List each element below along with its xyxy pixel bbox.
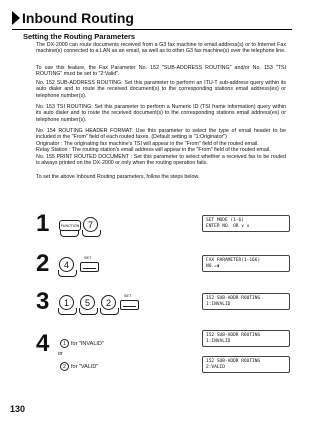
set-key [120, 300, 139, 310]
lcd-step-3 [202, 293, 290, 310]
step-4-number: 4 [36, 330, 50, 357]
function-key-base [60, 230, 79, 237]
intro-paragraph: The DX-2000 can route documents received from a G3 fax machine to email address(s) or to Internet Fax machine(s) connected to a LAN as an email, as well as to other G3 fax machine(s) over the telephone line. [36, 42, 286, 55]
page-title: Inbound Routing [22, 10, 134, 26]
paragraph-154: No. 154 ROUTING HEADER FORMAT: Use this parameter to select the type of email header to be included in the "From" field of each routed faxes. (Default setting is "1:Originator") Originator : The originating fax machine's TSI will appear in the "From" field of the routed email. Relay Station : The routing station's email address will appear in the "From" field of the routed email. [36, 128, 286, 154]
lcd-line-1: 152 SUB-ADDR ROUTING [206, 296, 261, 301]
option-invalid [60, 339, 104, 348]
key-5-base [79, 308, 98, 315]
lcd-line-2: 1:INVALID [206, 302, 231, 307]
key-5: 5 [80, 295, 95, 310]
key-1-circle: 1 [60, 339, 69, 348]
lcd-step-2 [202, 255, 290, 272]
step-2-number: 2 [36, 250, 50, 277]
lcd-line-1: FAX PARAMETER(1-166) [206, 258, 261, 263]
header-arrow-icon [12, 11, 20, 25]
key-1-base [58, 308, 77, 315]
set-label: SET [124, 294, 132, 298]
key-7: 7 [83, 217, 98, 232]
key-1: 1 [59, 295, 74, 310]
option-invalid-label: for "INVALID" [71, 340, 104, 347]
lcd-line-2: 2:VALID [206, 365, 225, 370]
function-key: FUNCTION [59, 220, 81, 231]
lcd-line-1: 152 SUB-ADDR ROUTING [206, 333, 261, 338]
key-2-circle: 2 [60, 362, 69, 371]
set-key [80, 262, 99, 272]
step-1-number: 1 [36, 210, 50, 237]
paragraph-instructions: To set the above Inbound Routing parameters, follow the steps below. [36, 174, 200, 180]
option-valid-label: for "VALID" [71, 363, 99, 370]
step-3-number: 3 [36, 288, 50, 315]
lcd-line-1: SET MODE (1-6) [206, 218, 244, 223]
paragraph-153: No. 153 TSI ROUTING: Set this parameter to perform a Numeric ID (TSI frame information) query within its auto dialer and to route the received document(s) to the corresponding stations email address(es) or telephone number(s). [36, 104, 286, 123]
page-number: 130 [10, 404, 26, 414]
option-valid [60, 362, 98, 371]
key-2: 2 [101, 295, 116, 310]
lcd-step-4-valid [202, 356, 290, 373]
set-label: SET [84, 256, 92, 260]
paragraph-usage: To use this feature, the Fax Parameter No. 152 "SUB-ADDRESS ROUTING" and/or No. 153 "TSI ROUTING" must be set to "2:Valid". [36, 65, 286, 78]
header-rule [12, 29, 292, 30]
key-4: 4 [59, 257, 74, 272]
paragraph-155: No. 155 PRINT ROUTED DOCUMENT : Set this parameter to select whether a received fax to be routed is always printed on the DX-2000 or only when the routing operation fails. [36, 154, 286, 167]
key-4-base [58, 270, 77, 277]
key-7-base [82, 230, 101, 237]
lcd-line-1: 152 SUB-ADDR ROUTING [206, 359, 261, 364]
lcd-line-2: ENTER NO. OR ∨ ∧ [206, 224, 250, 229]
or-text: or [58, 351, 63, 357]
lcd-line-2: 1:INVALID [206, 339, 231, 344]
section-title: Setting the Routing Parameters [23, 32, 136, 41]
lcd-step-1 [202, 215, 290, 232]
key-2-base [100, 308, 119, 315]
paragraph-152: No. 152 SUB-ADDRESS ROUTING: Set this parameter to perform an ITU-T sub-address query within its auto dialer and to route the received document(s) to the corresponding stations email address(es) or telephone number(s). [36, 80, 286, 99]
lcd-step-4-invalid [202, 330, 290, 347]
page-header [12, 10, 134, 26]
lcd-line-2: NO.=▮ [206, 264, 220, 269]
